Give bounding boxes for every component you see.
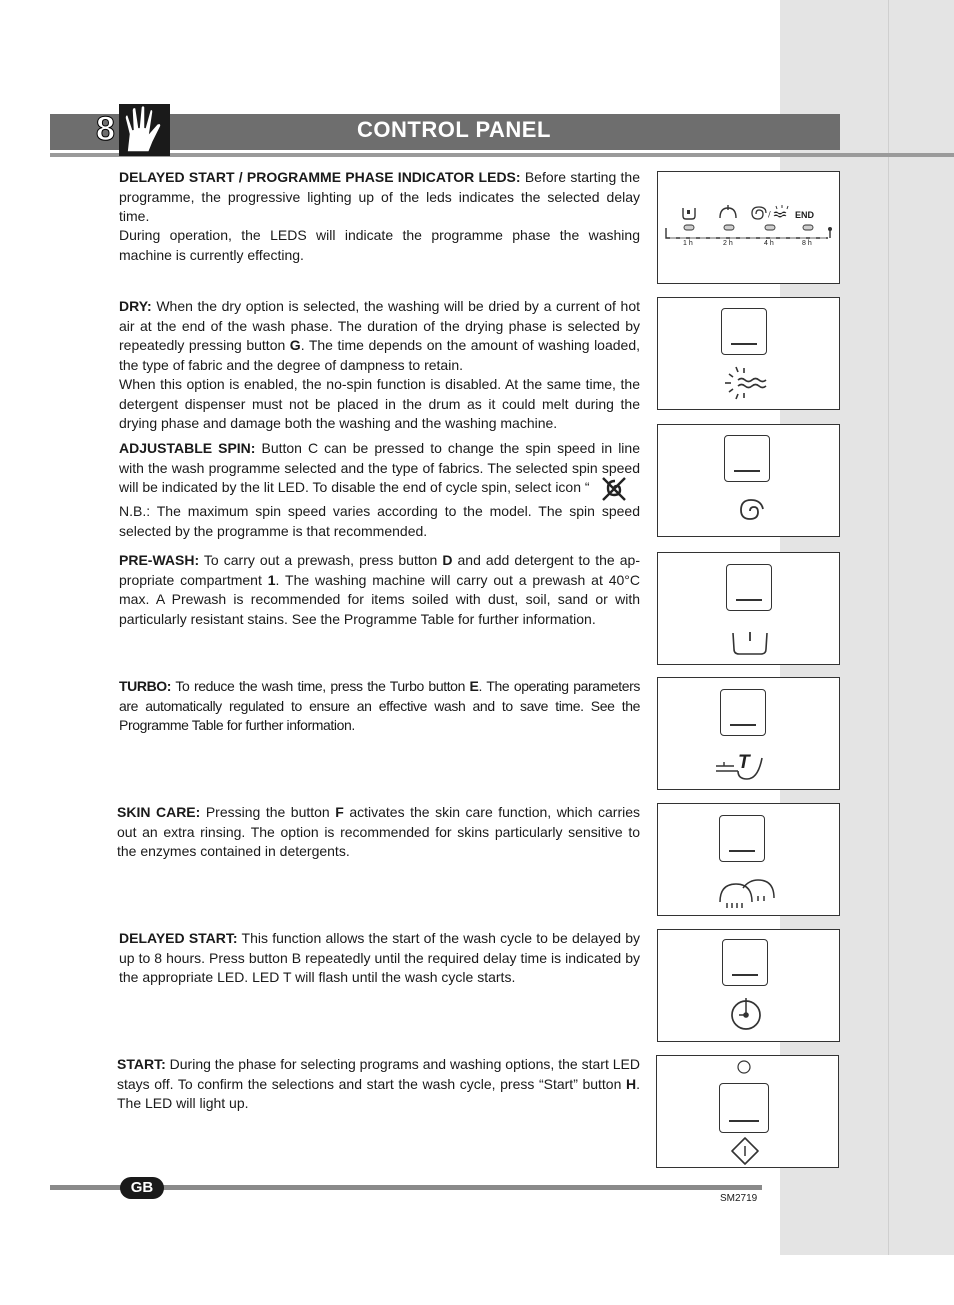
section-adjustable-spin-note: N.B.: The maximum spin speed varies according to the model. The spin speed selected by the programme is that recommended. xyxy=(119,503,640,539)
skin-care-button[interactable] xyxy=(719,815,765,862)
section-text: During the phase for selecting programs and washing options, the start LED stays off. To confirm the selections and start the wash cycle, press “Start” button xyxy=(117,1056,640,1092)
button-key: D xyxy=(442,552,453,568)
section-title: ADJUSTABLE SPIN: xyxy=(119,440,256,456)
section-text: . The time depends on the amount of washing loaded, the type of fabric and the degree of dampness to retain. xyxy=(119,337,641,373)
delayed-start-panel xyxy=(657,929,840,1042)
spin-button[interactable] xyxy=(724,435,770,482)
button-key: F xyxy=(335,804,344,820)
page-number: 8 xyxy=(96,110,113,148)
compartment-key: 1 xyxy=(267,571,276,588)
button-key: E xyxy=(469,678,479,694)
section-title: DRY: xyxy=(119,298,152,314)
no-spin-icon xyxy=(600,475,628,503)
turbo-panel xyxy=(657,677,840,790)
section-title: START: xyxy=(117,1056,166,1072)
header-rule xyxy=(50,153,954,157)
side-margin-line xyxy=(888,0,889,1255)
section-text: To reduce the wash time, press the Turbo button xyxy=(171,678,470,694)
section-skin-care xyxy=(117,803,640,862)
hour-label: 4 h xyxy=(764,240,774,247)
section-text: . The LED will light up. xyxy=(117,1075,640,1111)
section-title: PRE-WASH: xyxy=(119,552,200,568)
section-title: SKIN CARE: xyxy=(117,804,201,820)
section-text: . The operating parameters are automatically regulated to ensure an effective wash and to save time. See the Programme Table for further information. xyxy=(119,678,641,733)
language-badge: GB xyxy=(120,1177,164,1199)
document-code: SM2719 xyxy=(720,1193,758,1204)
start-led-icon xyxy=(736,1059,752,1075)
led-indicator-graphic xyxy=(658,172,838,282)
section-start xyxy=(117,1055,640,1114)
hour-label: 2 h xyxy=(723,240,733,247)
turbo-button[interactable] xyxy=(720,689,766,736)
section-text: . The washing machine will carry out a prewash at 40°C max. A Prewash is recommended for items soiled with dust, soil, sand or with particularly resistant stains. See the Programme Table for further information. xyxy=(119,571,640,627)
dry-icon xyxy=(722,364,768,402)
section-text: activates the skin care function, which carries out an extra rinsing. The option is recommended for skins particularly sensitive to the enzymes contained in detergents. xyxy=(117,804,641,859)
button-key: H xyxy=(625,1075,637,1092)
spin-panel xyxy=(657,424,840,537)
page-title: CONTROL PANEL xyxy=(357,117,551,142)
start-button[interactable] xyxy=(719,1083,769,1133)
section-adjustable-spin xyxy=(119,439,640,498)
section-text: Pressing the button xyxy=(200,804,336,820)
hour-label: 8 h xyxy=(802,240,812,247)
section-turbo xyxy=(119,677,640,736)
section-text: This function allows the start of the wash cycle to be delayed by up to 8 hours. Press button B repeatedly until the required delay time is indicated by the appropriate LED. LED T will flash until the wash cycle starts. xyxy=(119,930,640,985)
led-indicator-panel xyxy=(657,171,840,284)
section-delayed-start xyxy=(119,929,640,988)
pre-wash-icon xyxy=(730,629,770,657)
section-text: Before starting the programme, the progressive lighting up of the leds indicates the selected delay time. xyxy=(119,169,640,224)
start-panel xyxy=(656,1055,839,1168)
hand-icon xyxy=(119,104,170,156)
section-phase-leds xyxy=(119,168,640,227)
section-title: TURBO: xyxy=(119,678,172,694)
section-pre-wash xyxy=(119,551,640,629)
section-text: When the dry option is selected, the washing will be dried by a current of hot air at the end of the wash phase. The duration of the drying phase is selected by repeatedly pressing button xyxy=(119,298,640,353)
delayed-start-icon xyxy=(728,996,764,1032)
section-text: Button C can be pressed to change the spin speed in line with the wash programme selected and the type of fabrics. The selected spin speed will be indicated by the lit LED. To disable the end of cycle spin, select icon “ xyxy=(119,440,640,495)
section-title: DELAYED START: xyxy=(119,930,238,946)
skin-care-panel xyxy=(657,803,840,916)
section-text: To carry out a prewash, press button xyxy=(199,552,443,568)
pre-wash-panel xyxy=(657,552,840,665)
section-title: DELAYED START / PROGRAMME PHASE INDICATOR LEDS: xyxy=(119,169,521,185)
dry-button[interactable] xyxy=(721,308,767,355)
pre-wash-button[interactable] xyxy=(726,564,772,611)
hour-label: 1 h xyxy=(683,240,693,247)
dry-panel xyxy=(657,297,840,410)
section-text2: When this option is enabled, the no-spin function is disabled. At the same time, the detergent dispenser must not be placed in the drum as it could melt during the drying phase and damage both the washing and the washing machine. xyxy=(119,376,640,431)
turbo-symbol: T xyxy=(738,752,750,773)
skin-care-icon xyxy=(716,876,778,910)
svg-text:/: / xyxy=(768,210,771,219)
end-label: END xyxy=(795,210,815,220)
section-phase-leds-text2: During operation, the LEDS will indicate the programme phase the washing machine is currently effecting. xyxy=(119,227,640,263)
delayed-start-button[interactable] xyxy=(722,939,768,986)
button-key: G xyxy=(289,337,301,353)
section-dry xyxy=(119,297,640,434)
spin-icon xyxy=(732,491,768,527)
start-diamond-icon xyxy=(729,1136,761,1166)
section-text: and add detergent to the ap-propriate compartment xyxy=(119,552,640,588)
